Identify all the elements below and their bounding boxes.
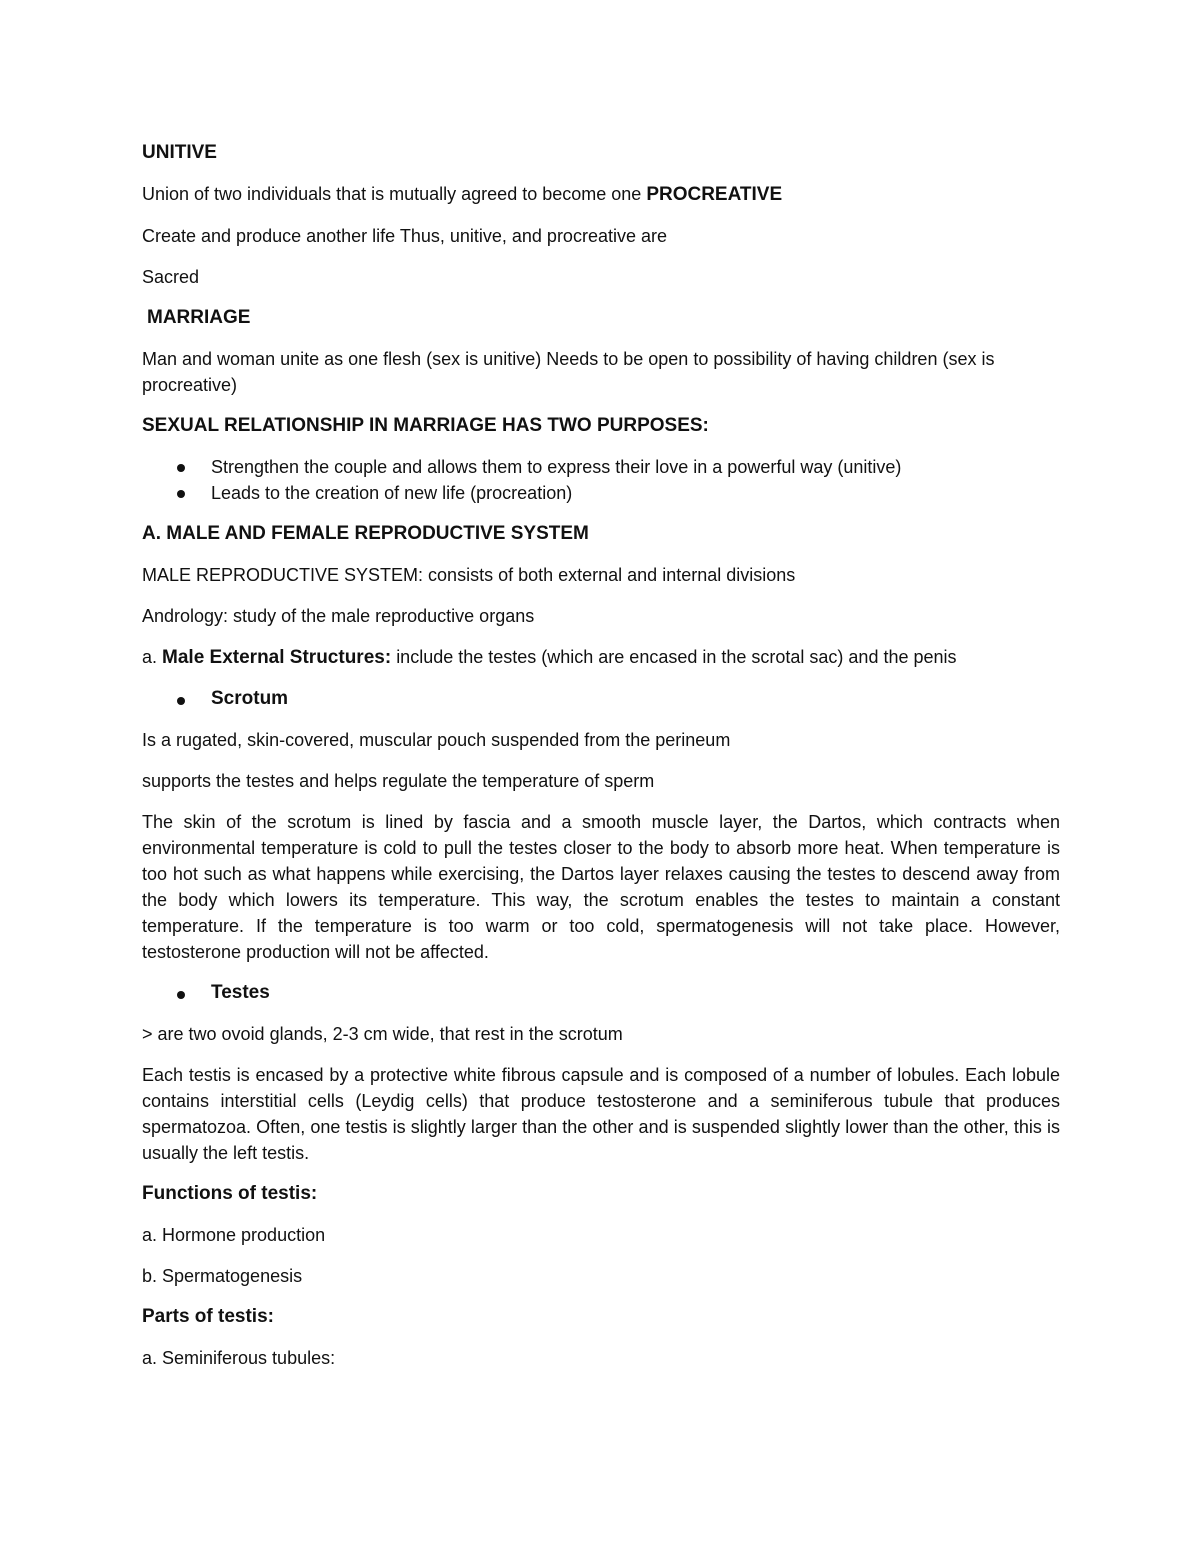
testes-paragraph-2: Each testis is encased by a protective white fibrous capsule and is composed of a number of lobules. Each lobule contains interstitial cells (Leydig cells) that produce testosterone and a seminiferous tubule that produces spermatozoa. Often, one testis is slightly larger than the other and is suspended slightly lower than the other, this is usually the left testis.	[142, 1065, 1060, 1163]
document-page	[142, 140, 1060, 1386]
unitive-paragraph	[142, 181, 1060, 208]
purposes-list	[142, 454, 1060, 506]
bullet-icon	[177, 991, 185, 999]
procreative-text: Create and produce another life Thus, unitive, and procreative are	[142, 226, 667, 246]
purpose-text: Leads to the creation of new life (procreation)	[211, 483, 573, 503]
procreative-heading: PROCREATIVE	[646, 184, 783, 205]
male-system-text: MALE REPRODUCTIVE SYSTEM: consists of both external and internal divisions	[142, 565, 796, 585]
list-item	[142, 480, 1060, 506]
unitive-text: Union of two individuals that is mutually agreed to become one	[142, 184, 642, 204]
andrology-text: Andrology: study of the male reproductive organs	[142, 606, 535, 626]
external-label: Male External Structures:	[162, 647, 392, 668]
testes-heading-item	[142, 980, 1060, 1006]
bullet-icon	[177, 490, 185, 498]
purpose-text: Strengthen the couple and allows them to express their love in a powerful way (unitive)	[211, 457, 902, 477]
external-structures-paragraph	[142, 644, 1060, 671]
unitive-heading: UNITIVE	[142, 142, 217, 163]
part-item: a. Seminiferous tubules:	[142, 1348, 336, 1368]
function-item: a. Hormone production	[142, 1225, 326, 1245]
scrotum-heading: Scrotum	[211, 688, 289, 709]
parts-heading: Parts of testis:	[142, 1306, 274, 1327]
scrotum-heading-item	[142, 686, 1060, 712]
sacred-text: Sacred	[142, 267, 200, 287]
section-a-heading: A. MALE AND FEMALE REPRODUCTIVE SYSTEM	[142, 523, 589, 544]
functions-heading: Functions of testis:	[142, 1183, 318, 1204]
scrotum-paragraph-1: Is a rugated, skin-covered, muscular pouch suspended from the perineum	[142, 730, 731, 750]
external-prefix: a.	[142, 647, 158, 667]
testes-heading: Testes	[211, 982, 270, 1003]
marriage-heading: MARRIAGE	[147, 307, 251, 328]
function-item: b. Spermatogenesis	[142, 1266, 303, 1286]
scrotum-paragraph-2: supports the testes and helps regulate the temperature of sperm	[142, 771, 655, 791]
list-item	[142, 454, 1060, 480]
marriage-text: Man and woman unite as one flesh (sex is unitive) Needs to be open to possibility of having children (sex is procreative)	[142, 349, 995, 395]
external-text: include the testes (which are encased in the scrotal sac) and the penis	[396, 647, 957, 667]
purposes-heading: SEXUAL RELATIONSHIP IN MARRIAGE HAS TWO PURPOSES:	[142, 415, 709, 436]
bullet-icon	[177, 697, 185, 705]
bullet-icon	[177, 464, 185, 472]
scrotum-paragraph-3: The skin of the scrotum is lined by fascia and a smooth muscle layer, the Dartos, which contracts when environmental temperature is cold to pull the testes closer to the body to absorb more heat. When temperature is too hot such as what happens while exercising, the Dartos layer relaxes causing the testes to descend away from the body which lowers its temperature. This way, the scrotum enables the testes to maintain a constant temperature. If the temperature is too warm or too cold, spermatogenesis will not take place. However, testosterone production will not be affected.	[142, 812, 1060, 962]
testes-paragraph-1: > are two ovoid glands, 2-3 cm wide, that rest in the scrotum	[142, 1024, 623, 1044]
